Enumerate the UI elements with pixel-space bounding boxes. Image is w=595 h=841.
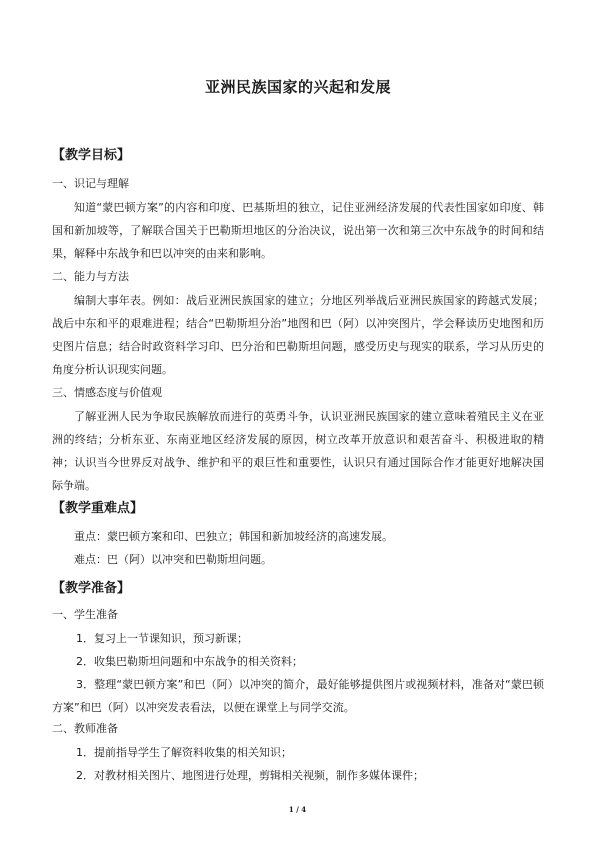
document-body: [52, 76, 544, 787]
subheading-ability: 二、能力与方法: [52, 270, 129, 283]
heading-preparation: 【教学准备】: [52, 581, 131, 596]
subheading-knowledge: 一、识记与理解: [52, 177, 129, 190]
page-title: 亚洲民族国家的兴起和发展: [204, 78, 391, 96]
subheading-teacher-prep: 二、教师准备: [52, 722, 118, 735]
list-item-teacher-1: 1．提前指导学生了解资料收集的相关知识；: [76, 746, 292, 759]
heading-teaching-objectives: 【教学目标】: [52, 148, 131, 163]
heading-key-points: 【教学重难点】: [52, 501, 144, 516]
list-item-student-1: 1．复习上一节课知识，预习新课；: [76, 632, 248, 645]
subheading-attitude: 三、情感态度与价值观: [52, 386, 162, 399]
paragraph-key-point: 重点：蒙巴顿方案和印、巴独立；韩国和新加坡经济的高速发展。: [74, 530, 393, 543]
paragraph-attitude: 了解亚洲人民为争取民族解放而进行的英勇斗争，认识亚洲民族国家的建立意味着殖民主义在亚洲的终结；分析东亚、东南亚地区经济发展的原因，树立改革开放意识和艰苦奋斗、积极进取的精神；认识当今世界反对战争、维护和平的艰巨性和重要性，认识只有通过国际合作才能更好地解决国际争端。: [52, 410, 544, 492]
paragraph-knowledge: 知道“蒙巴顿方案”的内容和印度、巴基斯坦的独立，记住亚洲经济发展的代表性国家如印度、韩国和新加坡等，了解联合国关于巴勒斯坦地区的分治决议，说出第一次和第三次中东战争的时间和结果，解释中东战争和巴以冲突的由来和影响。: [52, 201, 544, 260]
paragraph-difficult-point: 难点：巴（阿）以冲突和巴勒斯坦问题。: [74, 553, 272, 566]
list-item-student-3: 3．整理“蒙巴顿方案”和巴（阿）以冲突的简介，最好能够提供图片或视频材料，准备对“蒙巴顿方案”和巴（阿）以冲突发表看法，以便在课堂上与同学交流。: [52, 678, 544, 714]
page-number: 1 / 4: [288, 805, 307, 814]
list-item-teacher-2: 2．对教材相关图片、地图进行处理，剪辑相关视频，制作多媒体课件；: [76, 769, 424, 782]
list-item-student-2: 2．收集巴勒斯坦问题和中东战争的相关资料；: [76, 655, 303, 668]
paragraph-ability: 编制大事年表。例如：战后亚洲民族国家的建立；分地区列举战后亚洲民族国家的跨越式发展；战后中东和平的艰难进程；结合“巴勒斯坦分治”地图和巴（阿）以冲突图片，学会释读历史地图和历史图片信息；结合时政资料学习印、巴分治和巴勒斯坦问题，感受历史与现实的联系，学习从历史的角度分析认识现实问题。: [52, 294, 544, 376]
subheading-student-prep: 一、学生准备: [52, 608, 118, 621]
